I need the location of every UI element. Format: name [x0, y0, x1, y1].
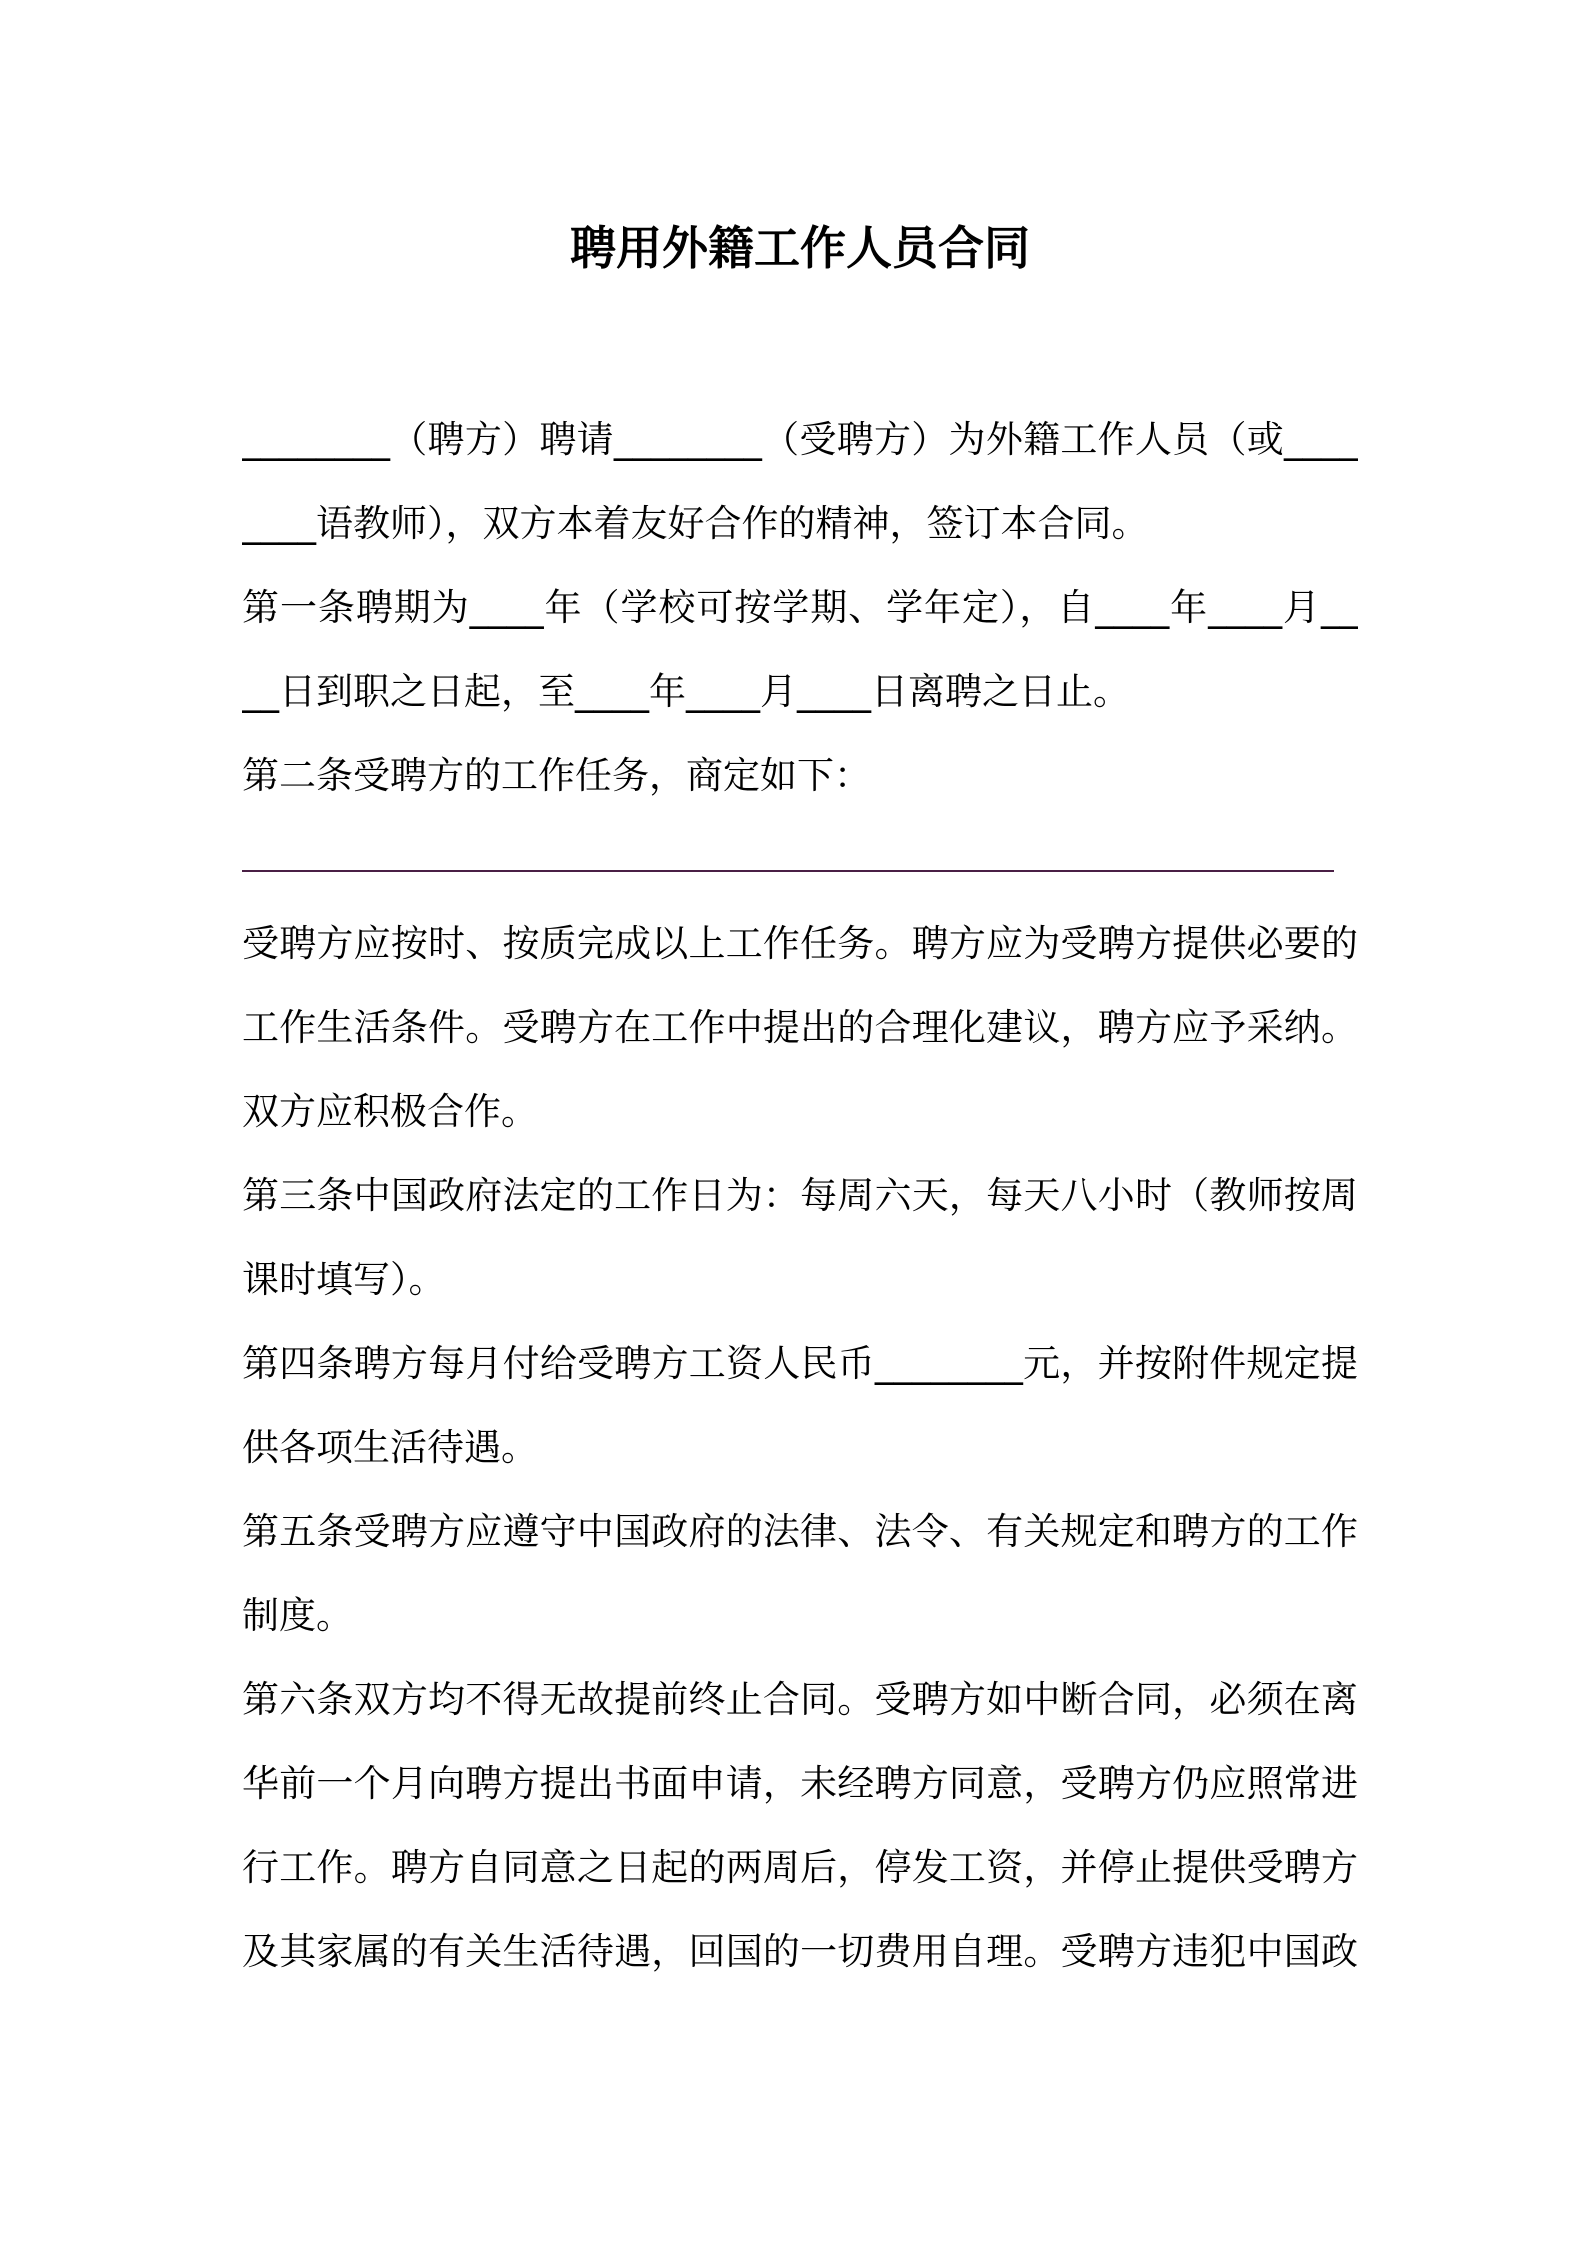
- article-2-line: 第二条受聘方的工作任务，商定如下：: [242, 754, 871, 797]
- contract-intro-line: ________（聘方）聘请________（受聘方）为外籍工作人员（或____: [242, 418, 1358, 461]
- contract-intro-paragraph: [242, 398, 1358, 566]
- article-6-line: 及其家属的有关生活待遇，回国的一切费用自理。受聘方违犯中国政: [242, 1930, 1358, 1973]
- article-4-line: 第四条聘方每月付给受聘方工资人民币________元，并按附件规定提: [242, 1342, 1358, 1385]
- article-5-line: 第五条受聘方应遵守中国政府的法律、法令、有关规定和聘方的工作: [242, 1510, 1358, 1553]
- work-task-blank-row: [242, 818, 1358, 902]
- article-4-line: 供各项生活待遇。: [242, 1426, 538, 1469]
- article-3-paragraph: [242, 1154, 1358, 1322]
- work-task-terms-line: 双方应积极合作。: [242, 1090, 538, 1133]
- article-3-line: 课时填写）。: [242, 1258, 446, 1301]
- article-2-paragraph: [242, 734, 1358, 818]
- article-6-line: 第六条双方均不得无故提前终止合同。受聘方如中断合同，必须在离: [242, 1678, 1358, 1721]
- document-title: 聘用外籍工作人员合同: [570, 221, 1030, 275]
- article-3-line: 第三条中国政府法定的工作日为：每周六天，每天八小时（教师按周: [242, 1174, 1358, 1217]
- article-1-line: 第一条聘期为____年（学校可按学期、学年定），自____年____月__: [242, 586, 1358, 629]
- work-task-blank-line: [242, 870, 1334, 872]
- work-task-terms-line: 受聘方应按时、按质完成以上工作任务。聘方应为受聘方提供必要的: [242, 922, 1358, 965]
- document-body: [242, 398, 1358, 1994]
- article-6-paragraph: [242, 1658, 1358, 1994]
- work-task-terms-line: 工作生活条件。受聘方在工作中提出的合理化建议，聘方应予采纳。: [242, 1006, 1358, 1049]
- article-5-paragraph: [242, 1490, 1358, 1658]
- article-6-line: 行工作。聘方自同意之日起的两周后，停发工资，并停止提供受聘方: [242, 1846, 1358, 1889]
- work-task-terms-paragraph: [242, 902, 1358, 1154]
- article-1-line: __日到职之日起，至____年____月____日离聘之日止。: [242, 670, 1130, 713]
- article-4-paragraph: [242, 1322, 1358, 1490]
- article-6-line: 华前一个月向聘方提出书面申请，未经聘方同意，受聘方仍应照常进: [242, 1762, 1358, 1805]
- article-1-paragraph: [242, 566, 1358, 734]
- article-5-line: 制度。: [242, 1594, 353, 1637]
- contract-intro-line: ____语教师），双方本着友好合作的精神，签订本合同。: [242, 502, 1149, 545]
